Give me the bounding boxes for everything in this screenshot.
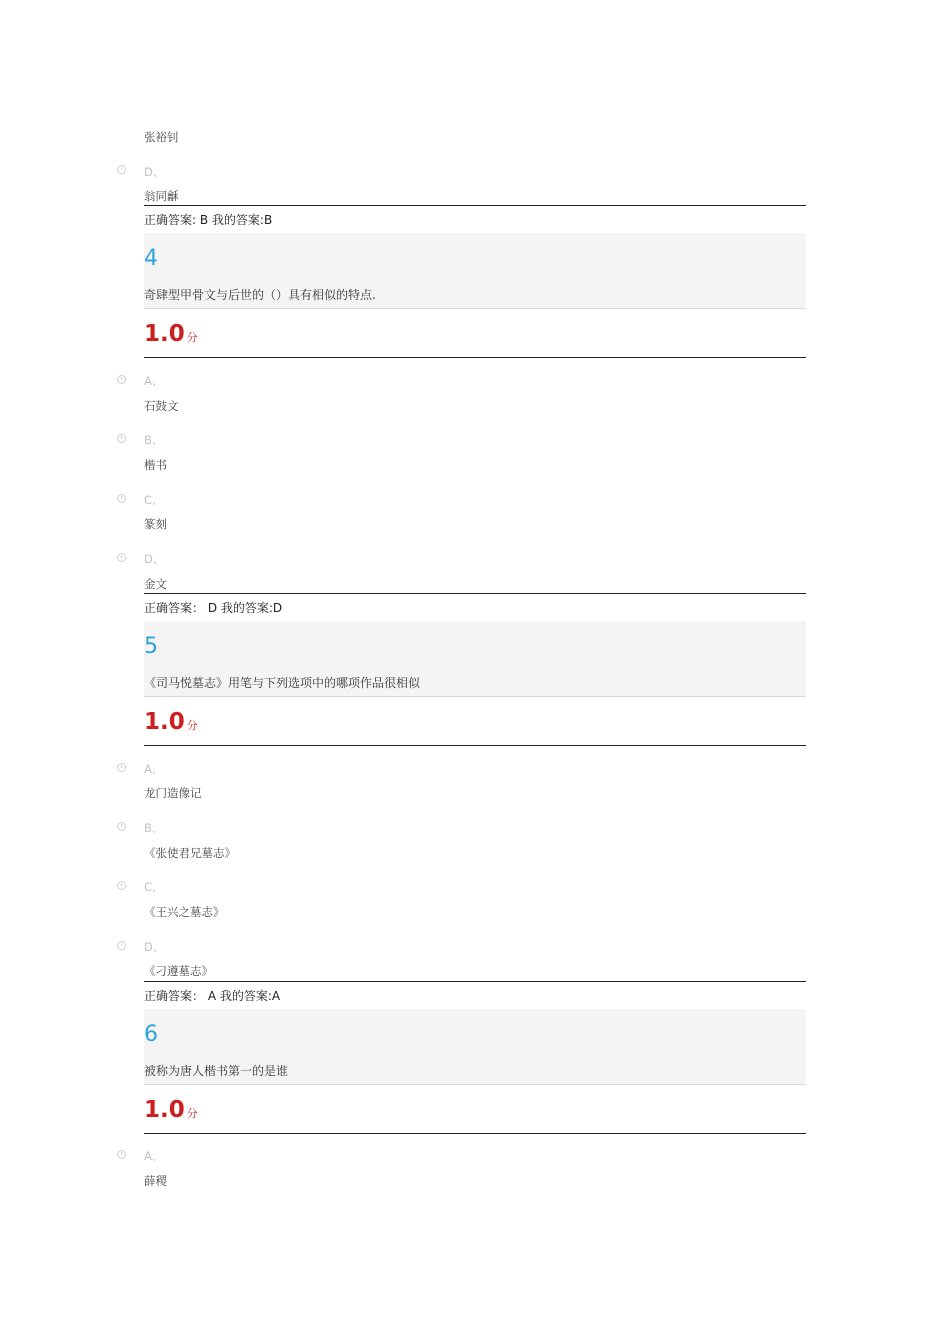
question-header (144, 233, 806, 309)
radio-button-b[interactable] (117, 434, 126, 443)
question-number: 4 (144, 246, 158, 271)
option-text: 翁同龢 (144, 189, 179, 203)
option-letter: B、 (144, 821, 164, 835)
divider (144, 593, 806, 594)
question-text: 被称为唐人楷书第一的是谁 (144, 1064, 289, 1078)
option-letter: A、 (144, 374, 164, 388)
question-header (144, 621, 806, 697)
answer-line: 正确答案: B 我的答案:B (144, 213, 273, 227)
option-letter: D、 (144, 940, 165, 954)
option-text: 篆刻 (144, 517, 167, 531)
option-text: 薛稷 (144, 1174, 167, 1188)
score (144, 321, 198, 351)
score-unit: 分 (186, 331, 198, 344)
score-value: 1.0 (144, 1097, 185, 1123)
option-letter: D、 (144, 552, 165, 566)
score (144, 709, 198, 739)
divider (144, 205, 806, 206)
radio-button-a[interactable] (117, 763, 126, 772)
divider (144, 1133, 806, 1134)
radio-button-c[interactable] (117, 881, 126, 890)
option-letter: A、 (144, 1149, 164, 1163)
option-letter: C、 (144, 880, 164, 894)
question-text: 奇肆型甲骨文与后世的（）具有相似的特点. (144, 288, 376, 302)
radio-button-c[interactable] (117, 494, 126, 503)
question-text: 《司马悦墓志》用笔与下列选项中的哪项作品很相似 (144, 676, 421, 690)
radio-button-a[interactable] (117, 1150, 126, 1159)
divider (144, 357, 806, 358)
score-value: 1.0 (144, 321, 185, 347)
option-text: 《刁遵墓志》 (144, 964, 213, 978)
radio-button-b[interactable] (117, 822, 126, 831)
divider (144, 981, 806, 982)
radio-button-d[interactable] (117, 941, 126, 950)
option-text: 龙门造像记 (144, 786, 202, 800)
score-unit: 分 (186, 719, 198, 732)
radio-button-d[interactable] (117, 553, 126, 562)
radio-button-a[interactable] (117, 375, 126, 384)
answer-line: 正确答案： A 我的答案:A (144, 989, 281, 1003)
option-text: 《王兴之墓志》 (144, 905, 225, 919)
radio-button-d[interactable] (117, 165, 126, 174)
option-letter: C、 (144, 493, 164, 507)
option-text: 石鼓文 (144, 399, 179, 413)
score-unit: 分 (186, 1107, 198, 1120)
option-text: 金文 (144, 577, 167, 591)
score-value: 1.0 (144, 709, 185, 735)
option-letter: A、 (144, 762, 164, 776)
divider (144, 745, 806, 746)
question-header (144, 1009, 806, 1085)
option-letter: B、 (144, 433, 164, 447)
option-letter: D、 (144, 165, 165, 179)
option-text: 张裕钊 (144, 130, 179, 144)
score (144, 1097, 198, 1127)
answer-line: 正确答案： D 我的答案:D (144, 601, 283, 615)
question-number: 6 (144, 1022, 158, 1047)
question-number: 5 (144, 634, 158, 659)
option-text: 《张使君兄墓志》 (144, 846, 236, 860)
option-text: 楷书 (144, 458, 167, 472)
